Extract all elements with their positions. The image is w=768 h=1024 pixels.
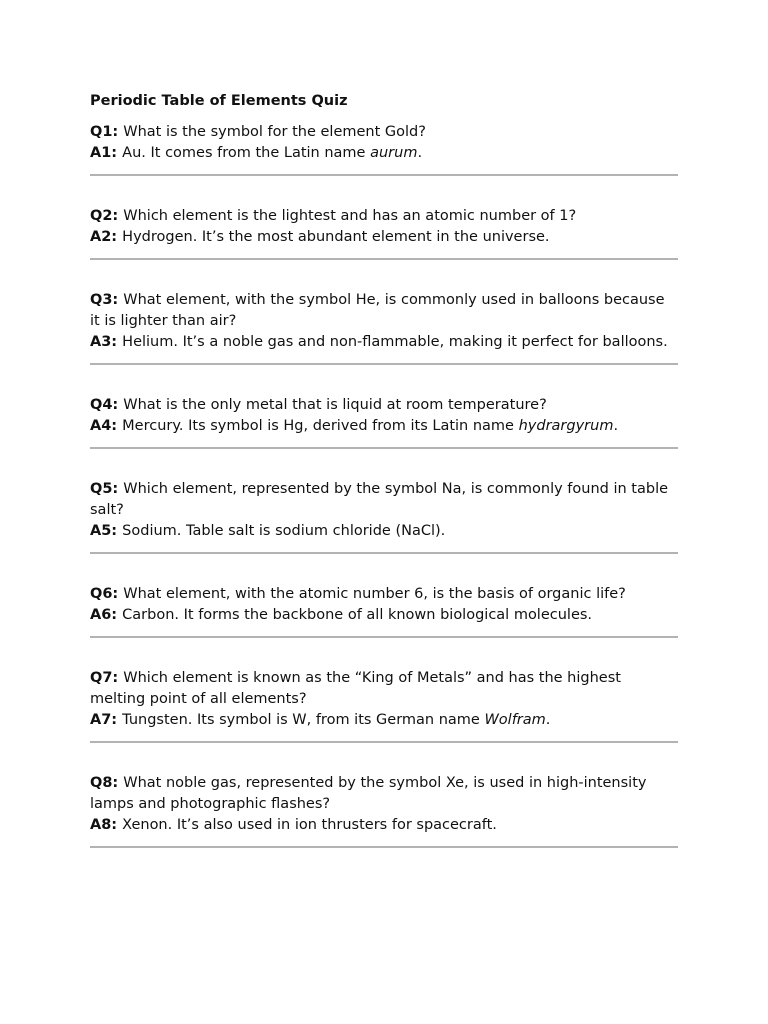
answer-text: Tungsten. Its symbol is W, from its German name (122, 712, 485, 728)
question-label: Q4: (90, 397, 124, 413)
question-line (90, 206, 678, 227)
question-text: Which element is the lightest and has an atomic number of 1? (123, 208, 577, 224)
divider (90, 636, 678, 638)
question-label: Q5: (90, 481, 124, 497)
answer-label: A1: (90, 145, 123, 161)
qa-item (90, 206, 678, 248)
divider (90, 846, 678, 848)
question-text: Which element is known as the “King of Metals” and has the highest melting point of all elements? (90, 670, 621, 707)
question-label: Q6: (90, 586, 124, 602)
answer-label: A6: (90, 607, 123, 623)
qa-item (90, 290, 678, 353)
qa-item (90, 395, 678, 437)
answer-line (90, 143, 678, 164)
question-label: Q8: (90, 775, 124, 791)
question-label: Q3: (90, 292, 124, 308)
divider (90, 363, 678, 365)
answer-text-end: . (545, 712, 551, 728)
answer-line (90, 815, 678, 836)
question-text: What noble gas, represented by the symbol Xe, is used in high-intensity lamps and photographic flashes? (90, 775, 647, 812)
question-line (90, 668, 678, 710)
answer-text: Xenon. It’s also used in ion thrusters for spacecraft. (122, 817, 497, 833)
question-line (90, 773, 678, 815)
answer-label: A7: (90, 712, 123, 728)
answer-line (90, 605, 678, 626)
answer-line (90, 710, 678, 731)
answer-label: A3: (90, 334, 123, 350)
answer-emphasis: hydrargyrum (518, 418, 614, 434)
divider (90, 552, 678, 554)
question-line (90, 290, 678, 332)
qa-item (90, 584, 678, 626)
answer-text: Mercury. Its symbol is Hg, derived from its Latin name (122, 418, 519, 434)
page-title: Periodic Table of Elements Quiz (90, 93, 348, 109)
question-line (90, 122, 678, 143)
question-label: Q7: (90, 670, 124, 686)
divider (90, 258, 678, 260)
question-text: What is the only metal that is liquid at room temperature? (123, 397, 547, 413)
answer-text-end: . (613, 418, 619, 434)
qa-item (90, 122, 678, 164)
answer-line (90, 521, 678, 542)
answer-text: Au. It comes from the Latin name (122, 145, 371, 161)
question-text: What element, with the symbol He, is commonly used in balloons because it is lighter than air? (90, 292, 665, 329)
qa-item (90, 668, 678, 731)
answer-emphasis: aurum (370, 145, 418, 161)
divider (90, 741, 678, 743)
answer-line (90, 332, 678, 353)
question-line (90, 395, 678, 416)
answer-line (90, 227, 678, 248)
question-text: What element, with the atomic number 6, is the basis of organic life? (123, 586, 626, 602)
answer-text: Hydrogen. It’s the most abundant element in the universe. (122, 229, 550, 245)
qa-item (90, 479, 678, 542)
divider (90, 174, 678, 176)
question-text: What is the symbol for the element Gold? (123, 124, 426, 140)
divider (90, 447, 678, 449)
question-line (90, 584, 678, 605)
question-label: Q1: (90, 124, 124, 140)
answer-label: A2: (90, 229, 123, 245)
answer-label: A5: (90, 523, 123, 539)
qa-list (90, 122, 678, 848)
question-text: Which element, represented by the symbol Na, is commonly found in table salt? (90, 481, 669, 518)
answer-label: A8: (90, 817, 123, 833)
qa-item (90, 773, 678, 836)
question-label: Q2: (90, 208, 124, 224)
question-line (90, 479, 678, 521)
answer-text: Helium. It’s a noble gas and non-flammable, making it perfect for balloons. (122, 334, 668, 350)
answer-emphasis: Wolfram (484, 712, 546, 728)
answer-label: A4: (90, 418, 123, 434)
answer-text: Sodium. Table salt is sodium chloride (NaCl). (122, 523, 446, 539)
answer-text-end: . (417, 145, 423, 161)
answer-line (90, 416, 678, 437)
answer-text: Carbon. It forms the backbone of all known biological molecules. (122, 607, 593, 623)
